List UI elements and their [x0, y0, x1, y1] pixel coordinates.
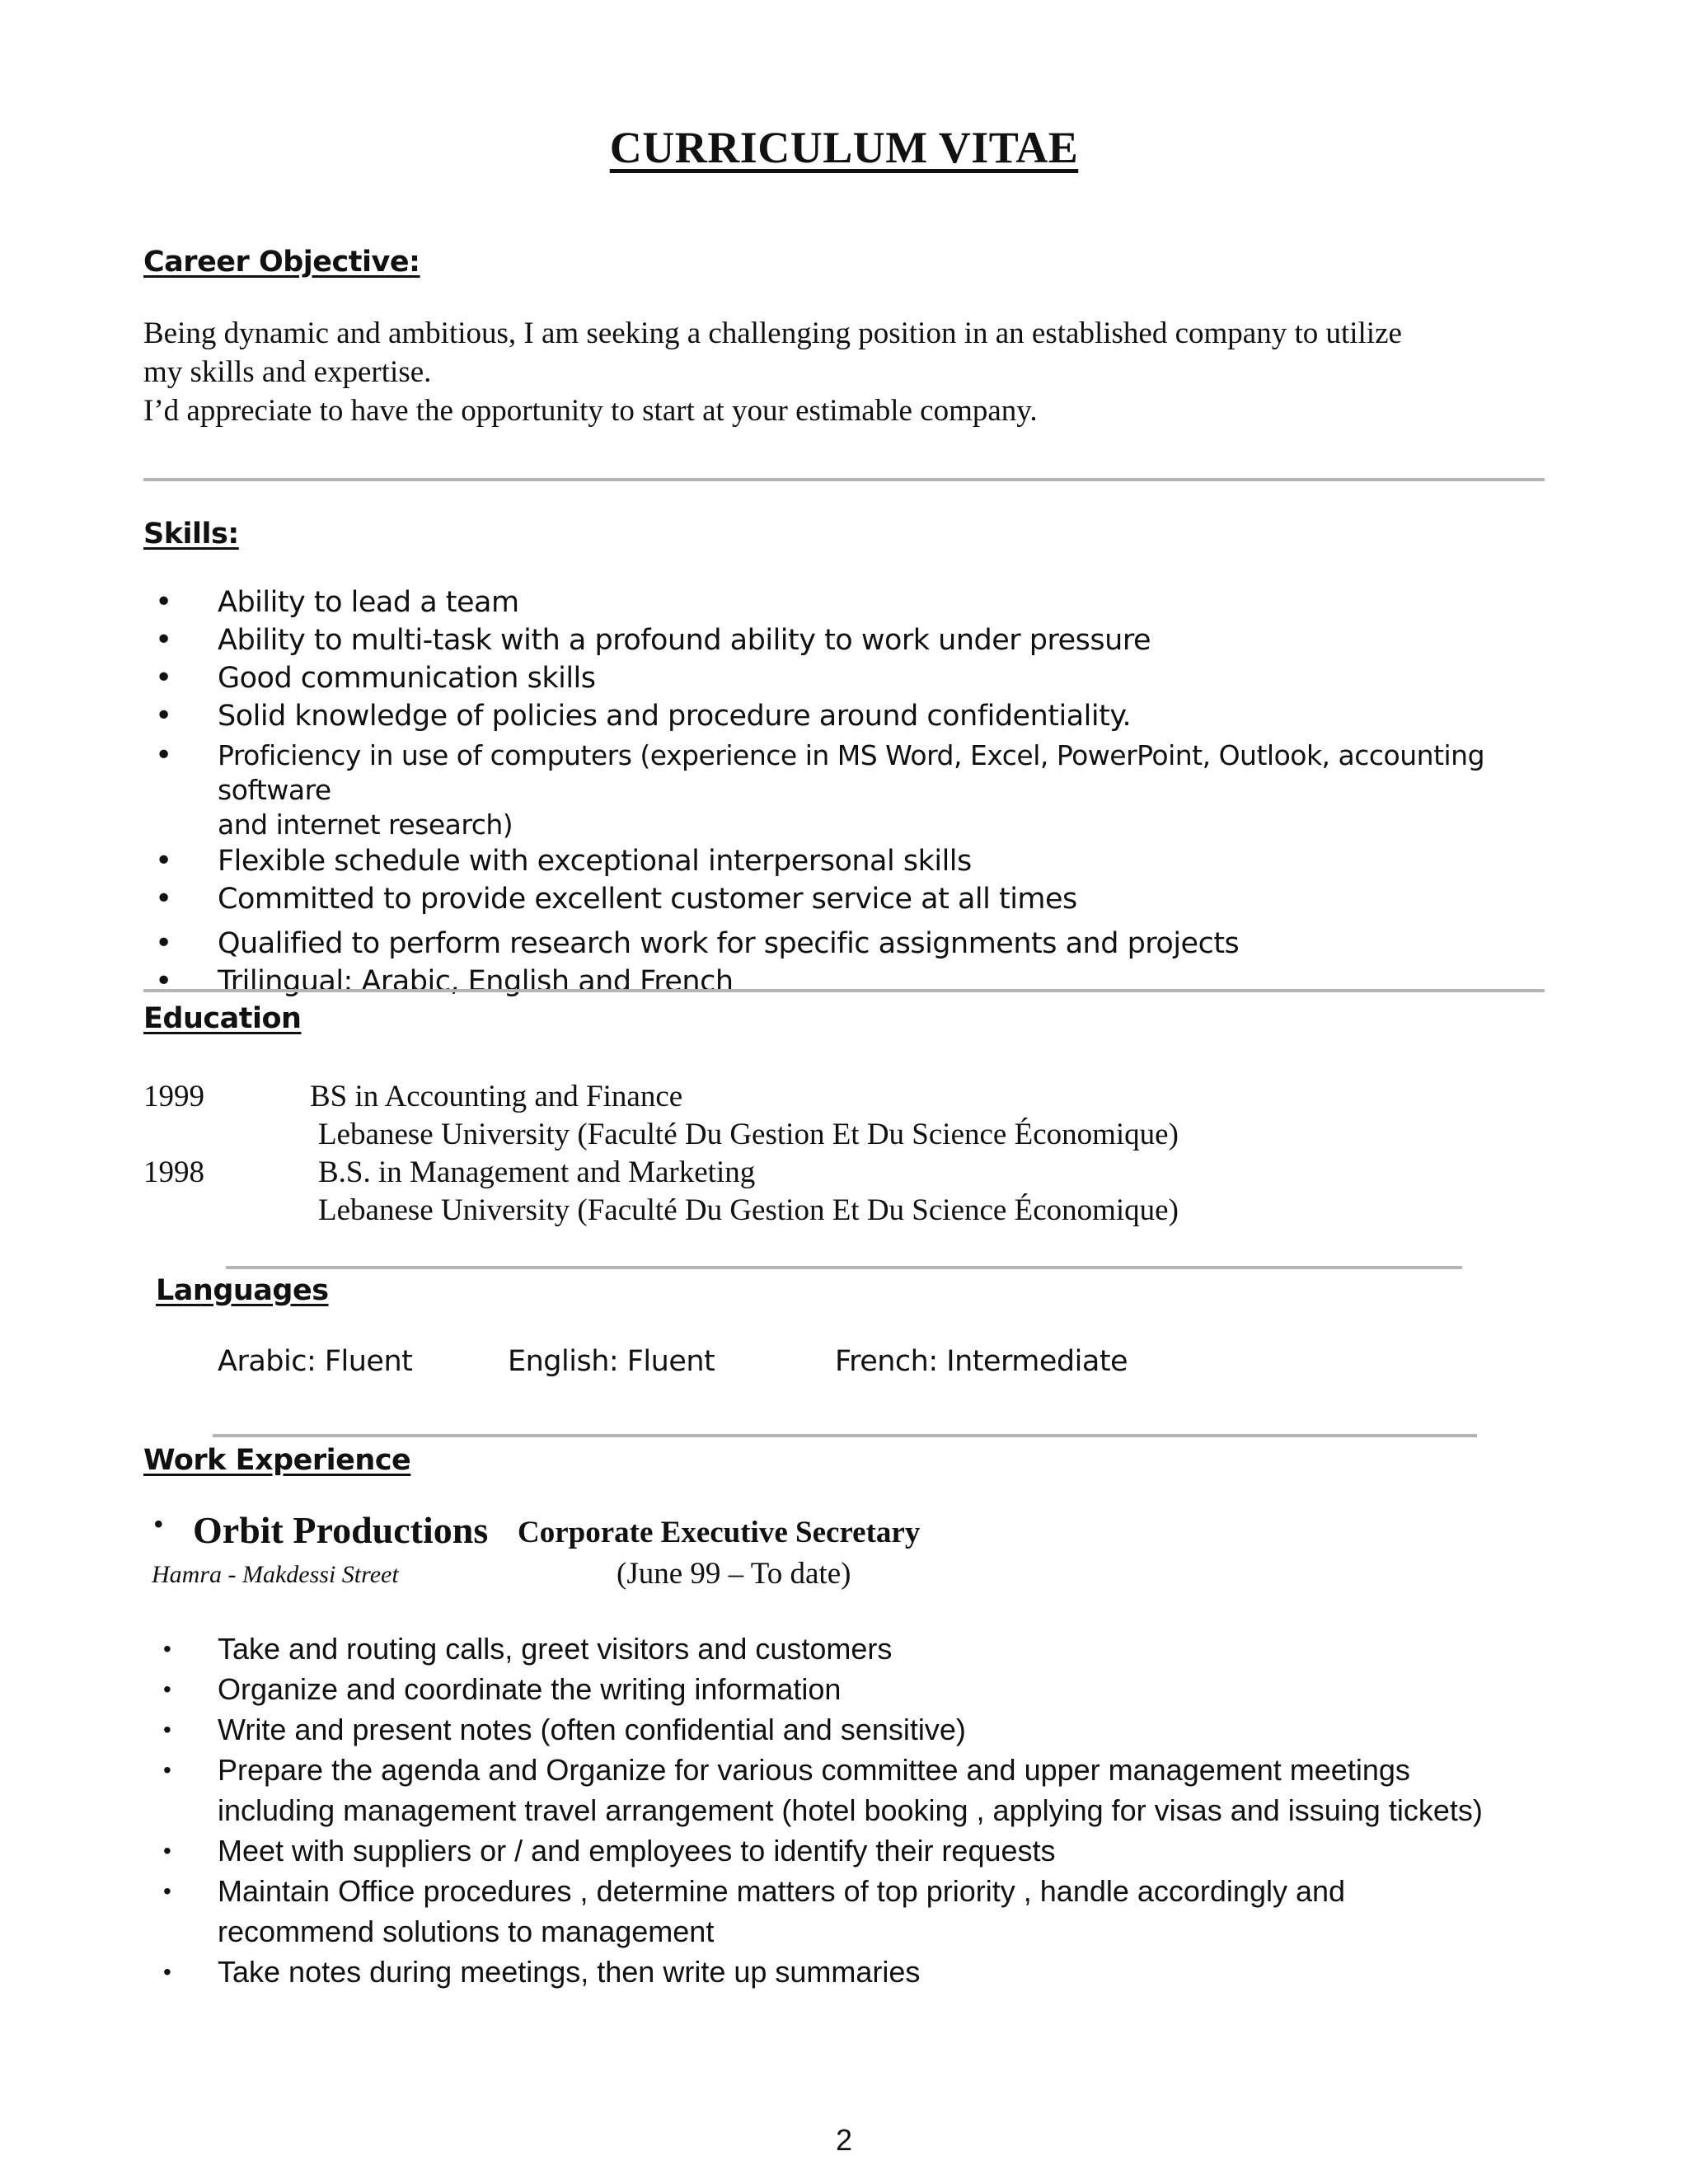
career-objective-line-1: Being dynamic and ambitious, I am seeking a challenging position in an established company to utilize: [143, 316, 1402, 350]
list-item-continuation: recommend solutions to management: [218, 1915, 715, 1948]
skills-heading: Skills:: [143, 518, 239, 551]
bullet-icon: •: [155, 926, 172, 960]
list-item-continuation: and internet research): [218, 808, 513, 841]
education-school: Lebanese University (Faculté Du Gestion Et Du Science Économique): [318, 1118, 1179, 1151]
list-item: • Good communication skills: [145, 659, 1563, 697]
bullet-icon: •: [153, 1507, 164, 1540]
bullet-icon: •: [155, 585, 172, 619]
bullet-icon: •: [155, 882, 172, 916]
bullet-icon: •: [163, 1676, 171, 1702]
languages-heading: Languages: [156, 1274, 329, 1307]
list-item: • Committed to provide excellent customer service at all times: [145, 880, 1563, 918]
education-year: 1998: [143, 1155, 204, 1189]
bullet-icon: •: [163, 1838, 171, 1863]
education-year: 1999: [143, 1080, 204, 1113]
career-objective-line-2: my skills and expertise.: [143, 355, 432, 389]
bullet-icon: •: [163, 1878, 171, 1904]
bullet-icon: •: [155, 964, 172, 998]
list-item-continuation: including management travel arrangement (hotel booking , applying for visas and issuing tickets): [218, 1793, 1483, 1827]
skills-list: [145, 583, 1563, 1001]
list-item: • Flexible schedule with exceptional interpersonal skills: [145, 842, 1563, 880]
bullet-icon: •: [155, 623, 172, 657]
document-title: CURRICULUM VITAE: [609, 123, 1079, 172]
work-period: (June 99 – To date): [617, 1557, 851, 1591]
education-school: Lebanese University (Faculté Du Gestion Et Du Science Économique): [318, 1193, 1179, 1227]
section-divider: [143, 989, 1545, 992]
list-item: • Solid knowledge of policies and procedure around confidentiality.: [145, 697, 1563, 735]
list-item: • Prepare the agenda and Organize for various committee and upper management meetings: [145, 1750, 1563, 1790]
bullet-icon: •: [155, 738, 172, 772]
section-divider: [143, 478, 1545, 481]
work-experience-heading: Work Experience: [143, 1444, 411, 1477]
list-item: • Qualified to perform research work for specific assignments and projects: [145, 925, 1563, 963]
work-location: Hamra - Makdessi Street: [152, 1561, 399, 1588]
career-objective-heading: Career Objective:: [143, 246, 420, 279]
bullet-icon: •: [163, 1717, 171, 1742]
list-item: • Take notes during meetings, then write up summaries: [145, 1952, 1563, 1992]
list-item: • Maintain Office procedures , determine matters of top priority , handle accordingly and: [145, 1871, 1563, 1911]
list-item: • Organize and coordinate the writing information: [145, 1669, 1563, 1709]
education-degree: BS in Accounting and Finance: [310, 1080, 683, 1113]
duties-list: [145, 1629, 1563, 1992]
bullet-icon: •: [163, 1959, 171, 1985]
career-objective-line-3: I’d appreciate to have the opportunity to start at your estimable company.: [143, 394, 1038, 428]
position-title: Corporate Executive Secretary: [518, 1516, 921, 1549]
language-french: French: Intermediate: [835, 1345, 1128, 1378]
list-item: • Ability to lead a team: [145, 583, 1563, 621]
bullet-icon: •: [163, 1757, 171, 1783]
bullet-icon: •: [155, 661, 172, 695]
language-arabic: Arabic: Fluent: [218, 1345, 413, 1378]
list-item: • Ability to multi-task with a profound ability to work under pressure: [145, 621, 1563, 659]
bullet-icon: •: [155, 844, 172, 878]
section-divider: [213, 1434, 1477, 1437]
list-item: • Trilingual: Arabic, English and French: [145, 963, 1563, 1001]
education-degree: B.S. in Management and Marketing: [318, 1155, 756, 1189]
page-number: 2: [835, 2123, 853, 2157]
bullet-icon: •: [155, 699, 172, 733]
list-item: • Take and routing calls, greet visitors and customers: [145, 1629, 1563, 1669]
company-name: Orbit Productions: [193, 1509, 489, 1551]
list-item: • Meet with suppliers or / and employees to identify their requests: [145, 1830, 1563, 1871]
language-english: English: Fluent: [508, 1345, 715, 1378]
education-heading: Education: [143, 1002, 302, 1035]
list-item: • Write and present notes (often confidential and sensitive): [145, 1709, 1563, 1750]
bullet-icon: •: [163, 1636, 171, 1661]
section-divider: [226, 1266, 1462, 1269]
list-item: • Proficiency in use of computers (experience in MS Word, Excel, PowerPoint, Outlook, accounting software: [155, 738, 1485, 806]
